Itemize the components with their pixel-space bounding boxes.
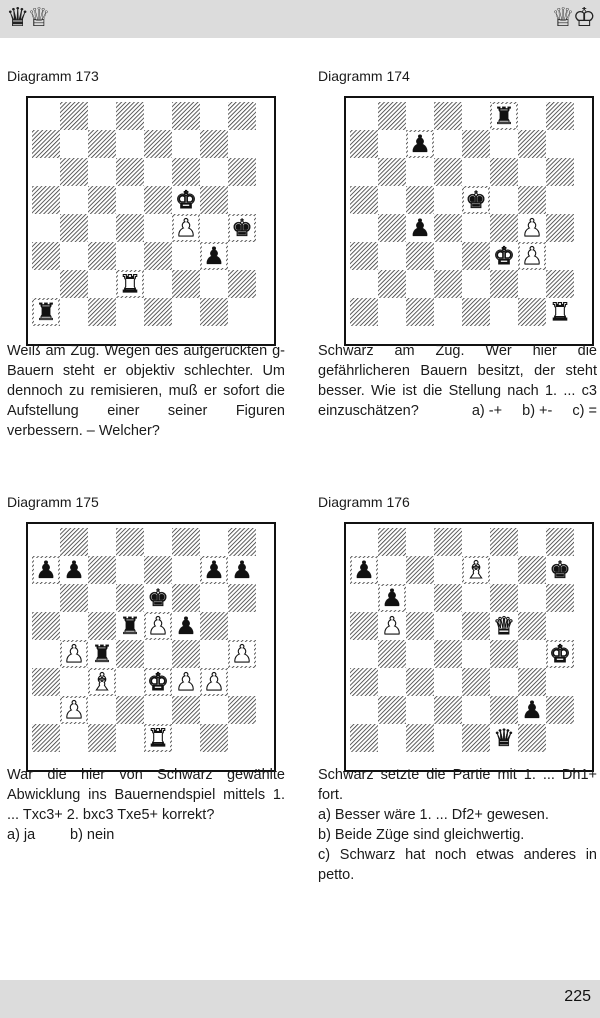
dark-square — [462, 298, 490, 326]
light-square — [200, 640, 228, 668]
light-square — [350, 158, 378, 186]
light-square — [228, 724, 256, 752]
light-square — [32, 214, 60, 242]
dark-square — [228, 158, 256, 186]
dark-square — [350, 724, 378, 752]
light-square — [172, 298, 200, 326]
dark-square — [32, 242, 60, 270]
caption-176 — [318, 765, 597, 885]
light-square — [144, 696, 172, 724]
light-square — [144, 158, 172, 186]
answer-options — [7, 825, 285, 845]
dark-square — [406, 556, 434, 584]
white-bishop-icon: ♝ — [465, 556, 487, 584]
light-square — [60, 724, 88, 752]
light-square — [490, 668, 518, 696]
dark-square — [116, 528, 144, 556]
black-rook-icon: ♜ — [493, 102, 515, 130]
dark-square — [378, 528, 406, 556]
dark-square — [172, 640, 200, 668]
dark-square — [32, 130, 60, 158]
board-svg — [350, 102, 574, 326]
black-pawn-icon: ♟ — [381, 584, 403, 612]
dark-square — [200, 186, 228, 214]
light-square — [490, 130, 518, 158]
dark-square — [228, 270, 256, 298]
light-square — [60, 186, 88, 214]
dark-square — [462, 130, 490, 158]
light-square — [462, 640, 490, 668]
dark-square — [378, 214, 406, 242]
light-square — [518, 640, 546, 668]
black-pawn-icon: ♟ — [409, 214, 431, 242]
dark-square — [88, 556, 116, 584]
black-rook-icon: ♜ — [91, 640, 113, 668]
white-rook-icon: ♜ — [147, 724, 169, 752]
white-pawn-icon: ♟ — [63, 696, 85, 724]
light-square — [144, 270, 172, 298]
light-square — [350, 528, 378, 556]
light-square — [172, 242, 200, 270]
dark-square — [518, 556, 546, 584]
caption-173 — [7, 341, 285, 441]
light-square — [144, 214, 172, 242]
light-square — [434, 130, 462, 158]
dark-square — [462, 724, 490, 752]
caption-text: Schwarz setzte die Partie mit 1. ... Dh1+ fort. — [318, 767, 597, 803]
light-square — [546, 130, 574, 158]
black-rook-icon: ♜ — [35, 298, 57, 326]
light-square — [200, 528, 228, 556]
light-square — [116, 668, 144, 696]
dark-square — [172, 270, 200, 298]
dark-square — [172, 102, 200, 130]
light-square — [116, 298, 144, 326]
dark-square — [228, 102, 256, 130]
light-square — [406, 158, 434, 186]
light-square — [228, 298, 256, 326]
light-square — [546, 668, 574, 696]
dark-square — [200, 724, 228, 752]
white-pawn-icon: ♟ — [175, 214, 197, 242]
black-pawn-icon: ♟ — [175, 612, 197, 640]
light-square — [144, 102, 172, 130]
dark-square — [60, 584, 88, 612]
caption-175 — [7, 765, 285, 845]
white-pawn-icon: ♟ — [63, 640, 85, 668]
caption-174 — [318, 341, 597, 421]
option-c: c) = — [572, 403, 597, 419]
white-pawn-icon: ♟ — [521, 242, 543, 270]
light-square — [406, 270, 434, 298]
light-square — [88, 102, 116, 130]
caption-text: b) Beide Züge sind gleichwertig. — [318, 827, 525, 843]
chess-queen-king-icon: ♕♔ — [551, 3, 594, 33]
white-pawn-icon: ♟ — [231, 640, 253, 668]
dark-square — [518, 298, 546, 326]
option-a: a) ja — [7, 827, 36, 843]
dark-square — [490, 214, 518, 242]
light-square — [116, 724, 144, 752]
light-square — [32, 270, 60, 298]
dark-square — [350, 186, 378, 214]
chess-board-173 — [26, 96, 276, 346]
chess-board-175 — [26, 522, 276, 772]
light-square — [490, 298, 518, 326]
white-rook-icon: ♜ — [119, 270, 141, 298]
dark-square — [378, 102, 406, 130]
light-square — [546, 724, 574, 752]
light-square — [200, 214, 228, 242]
dark-square — [88, 724, 116, 752]
light-square — [462, 158, 490, 186]
light-square — [462, 584, 490, 612]
black-pawn-icon: ♟ — [63, 556, 85, 584]
dark-square — [144, 298, 172, 326]
white-queen-icon: ♛ — [493, 612, 515, 640]
dark-square — [546, 158, 574, 186]
light-square — [60, 242, 88, 270]
white-pawn-icon: ♟ — [381, 612, 403, 640]
dark-square — [546, 102, 574, 130]
dark-square — [434, 158, 462, 186]
light-square — [406, 696, 434, 724]
dark-square — [116, 696, 144, 724]
option-a: a) -+ — [471, 403, 503, 419]
dark-square — [406, 668, 434, 696]
light-square — [546, 242, 574, 270]
dark-square — [228, 528, 256, 556]
light-square — [144, 528, 172, 556]
dark-square — [200, 130, 228, 158]
white-king-icon: ♚ — [175, 186, 197, 214]
light-square — [434, 668, 462, 696]
light-square — [490, 186, 518, 214]
dark-square — [406, 186, 434, 214]
light-square — [200, 696, 228, 724]
light-square — [116, 186, 144, 214]
light-square — [434, 612, 462, 640]
dark-square — [116, 214, 144, 242]
black-pawn-icon: ♟ — [231, 556, 253, 584]
light-square — [200, 584, 228, 612]
light-square — [228, 130, 256, 158]
light-square — [406, 584, 434, 612]
dark-square — [32, 724, 60, 752]
light-square — [88, 270, 116, 298]
board-svg — [32, 528, 256, 752]
light-square — [228, 612, 256, 640]
dark-square — [490, 158, 518, 186]
white-king-icon: ♚ — [493, 242, 515, 270]
light-square — [462, 696, 490, 724]
dark-square — [144, 130, 172, 158]
dark-square — [32, 612, 60, 640]
light-square — [172, 724, 200, 752]
light-square — [200, 158, 228, 186]
dark-square — [518, 186, 546, 214]
light-square — [434, 556, 462, 584]
light-square — [462, 102, 490, 130]
footer-bar — [0, 980, 600, 1018]
dark-square — [490, 640, 518, 668]
light-square — [228, 186, 256, 214]
light-square — [406, 102, 434, 130]
dark-square — [350, 668, 378, 696]
dark-square — [228, 584, 256, 612]
dark-square — [144, 186, 172, 214]
caption-text: War die hier von Schwarz gewählte Abwicklung ins Bauernendspiel mittels 1. ... Txc3+ 2. bxc3 Txe5+ korrekt? — [7, 767, 285, 823]
page-number: 225 — [564, 988, 591, 1005]
light-square — [462, 528, 490, 556]
dark-square — [60, 158, 88, 186]
dark-square — [462, 668, 490, 696]
black-king-icon: ♚ — [549, 556, 571, 584]
black-pawn-icon: ♟ — [353, 556, 375, 584]
dark-square — [200, 612, 228, 640]
light-square — [116, 556, 144, 584]
dark-square — [60, 102, 88, 130]
light-square — [406, 528, 434, 556]
dark-square — [350, 242, 378, 270]
dark-square — [434, 528, 462, 556]
dark-square — [60, 270, 88, 298]
white-pawn-icon: ♟ — [175, 668, 197, 696]
dark-square — [518, 130, 546, 158]
dark-square — [116, 158, 144, 186]
dark-square — [88, 612, 116, 640]
dark-square — [116, 102, 144, 130]
black-rook-icon: ♜ — [119, 612, 141, 640]
black-queen-icon: ♛ — [493, 724, 515, 752]
dark-square — [490, 270, 518, 298]
light-square — [116, 242, 144, 270]
dark-square — [116, 640, 144, 668]
light-square — [172, 130, 200, 158]
light-square — [32, 640, 60, 668]
light-square — [350, 640, 378, 668]
option-b: b) nein — [70, 827, 115, 843]
dark-square — [350, 612, 378, 640]
light-square — [434, 186, 462, 214]
dark-square — [378, 640, 406, 668]
diagram-title-176: Diagramm 176 — [318, 494, 410, 510]
light-square — [200, 270, 228, 298]
white-pawn-icon: ♟ — [147, 612, 169, 640]
white-king-icon: ♚ — [147, 668, 169, 696]
light-square — [60, 612, 88, 640]
dark-square — [116, 584, 144, 612]
light-square — [32, 696, 60, 724]
light-square — [350, 270, 378, 298]
dark-square — [60, 214, 88, 242]
dark-square — [406, 612, 434, 640]
light-square — [378, 186, 406, 214]
light-square — [350, 214, 378, 242]
diagram-title-173: Diagramm 173 — [7, 68, 99, 84]
light-square — [546, 186, 574, 214]
dark-square — [144, 556, 172, 584]
light-square — [88, 696, 116, 724]
dark-square — [406, 724, 434, 752]
chess-board-176 — [344, 522, 594, 772]
dark-square — [88, 186, 116, 214]
dark-square — [378, 696, 406, 724]
light-square — [378, 130, 406, 158]
dark-square — [518, 724, 546, 752]
black-pawn-icon: ♟ — [203, 242, 225, 270]
dark-square — [434, 270, 462, 298]
black-pawn-icon: ♟ — [409, 130, 431, 158]
black-king-icon: ♚ — [147, 584, 169, 612]
dark-square — [60, 528, 88, 556]
light-square — [350, 696, 378, 724]
light-square — [172, 556, 200, 584]
board-svg — [32, 102, 256, 326]
dark-square — [490, 528, 518, 556]
chess-board-174 — [344, 96, 594, 346]
white-pawn-icon: ♟ — [521, 214, 543, 242]
dark-square — [172, 584, 200, 612]
light-square — [434, 298, 462, 326]
light-square — [546, 612, 574, 640]
dark-square — [434, 214, 462, 242]
light-square — [228, 242, 256, 270]
light-square — [378, 298, 406, 326]
dark-square — [32, 668, 60, 696]
dark-square — [350, 298, 378, 326]
diagram-title-174: Diagramm 174 — [318, 68, 410, 84]
dark-square — [88, 130, 116, 158]
dark-square — [434, 102, 462, 130]
dark-square — [490, 584, 518, 612]
dark-square — [378, 270, 406, 298]
light-square — [32, 584, 60, 612]
dark-square — [144, 242, 172, 270]
light-square — [88, 158, 116, 186]
dark-square — [462, 612, 490, 640]
light-square — [518, 158, 546, 186]
answer-options — [447, 401, 597, 421]
light-square — [518, 528, 546, 556]
dark-square — [434, 584, 462, 612]
dark-square — [88, 298, 116, 326]
light-square — [462, 214, 490, 242]
dark-square — [172, 528, 200, 556]
light-square — [60, 130, 88, 158]
dark-square — [406, 298, 434, 326]
white-king-icon: ♚ — [549, 640, 571, 668]
light-square — [88, 584, 116, 612]
caption-text: Schwarz am Zug. Wer hier die gefährlicheren Bauern besitzt, der steht besser. Wie ist die Stellung nach 1. ... c3 einzuschätzen? — [318, 343, 597, 419]
light-square — [88, 214, 116, 242]
black-pawn-icon: ♟ — [203, 556, 225, 584]
dark-square — [546, 214, 574, 242]
header-bar — [0, 0, 600, 38]
black-pawn-icon: ♟ — [521, 696, 543, 724]
light-square — [378, 668, 406, 696]
light-square — [434, 724, 462, 752]
light-square — [350, 102, 378, 130]
light-square — [406, 640, 434, 668]
diagram-title-175: Diagramm 175 — [7, 494, 99, 510]
dark-square — [546, 696, 574, 724]
light-square — [518, 584, 546, 612]
dark-square — [378, 158, 406, 186]
light-square — [32, 158, 60, 186]
light-square — [518, 270, 546, 298]
white-bishop-icon: ♝ — [91, 668, 113, 696]
white-pawn-icon: ♟ — [203, 668, 225, 696]
dark-square — [462, 242, 490, 270]
white-rook-icon: ♜ — [549, 298, 571, 326]
dark-square — [434, 640, 462, 668]
board-svg — [350, 528, 574, 752]
light-square — [462, 270, 490, 298]
dark-square — [546, 528, 574, 556]
dark-square — [434, 696, 462, 724]
black-pawn-icon: ♟ — [35, 556, 57, 584]
light-square — [88, 528, 116, 556]
black-king-icon: ♚ — [465, 186, 487, 214]
black-king-icon: ♚ — [231, 214, 253, 242]
light-square — [378, 242, 406, 270]
light-square — [60, 298, 88, 326]
light-square — [490, 556, 518, 584]
dark-square — [406, 242, 434, 270]
caption-text: a) Besser wäre 1. ... Df2+ gewesen. — [318, 807, 549, 823]
dark-square — [490, 696, 518, 724]
option-b: b) +- — [522, 403, 553, 419]
dark-square — [518, 612, 546, 640]
light-square — [116, 130, 144, 158]
chess-queens-icon: ♛♕ — [6, 3, 49, 33]
light-square — [378, 724, 406, 752]
light-square — [200, 102, 228, 130]
dark-square — [350, 130, 378, 158]
dark-square — [546, 584, 574, 612]
dark-square — [32, 186, 60, 214]
dark-square — [228, 696, 256, 724]
light-square — [518, 102, 546, 130]
dark-square — [200, 298, 228, 326]
light-square — [32, 102, 60, 130]
dark-square — [518, 668, 546, 696]
dark-square — [88, 242, 116, 270]
light-square — [32, 528, 60, 556]
light-square — [434, 242, 462, 270]
light-square — [144, 640, 172, 668]
caption-text: Weiß am Zug. Wegen des aufgerückten g-Bauern steht er objektiv schlechter. Um dennoch zu remisieren, muß er sofort die Aufstellung einer seiner Figuren verbessern. – Welcher? — [7, 343, 285, 439]
light-square — [60, 668, 88, 696]
light-square — [350, 584, 378, 612]
dark-square — [172, 696, 200, 724]
dark-square — [172, 158, 200, 186]
caption-text: c) Schwarz hat noch etwas anderes in petto. — [318, 847, 597, 883]
light-square — [228, 668, 256, 696]
dark-square — [546, 270, 574, 298]
light-square — [378, 556, 406, 584]
